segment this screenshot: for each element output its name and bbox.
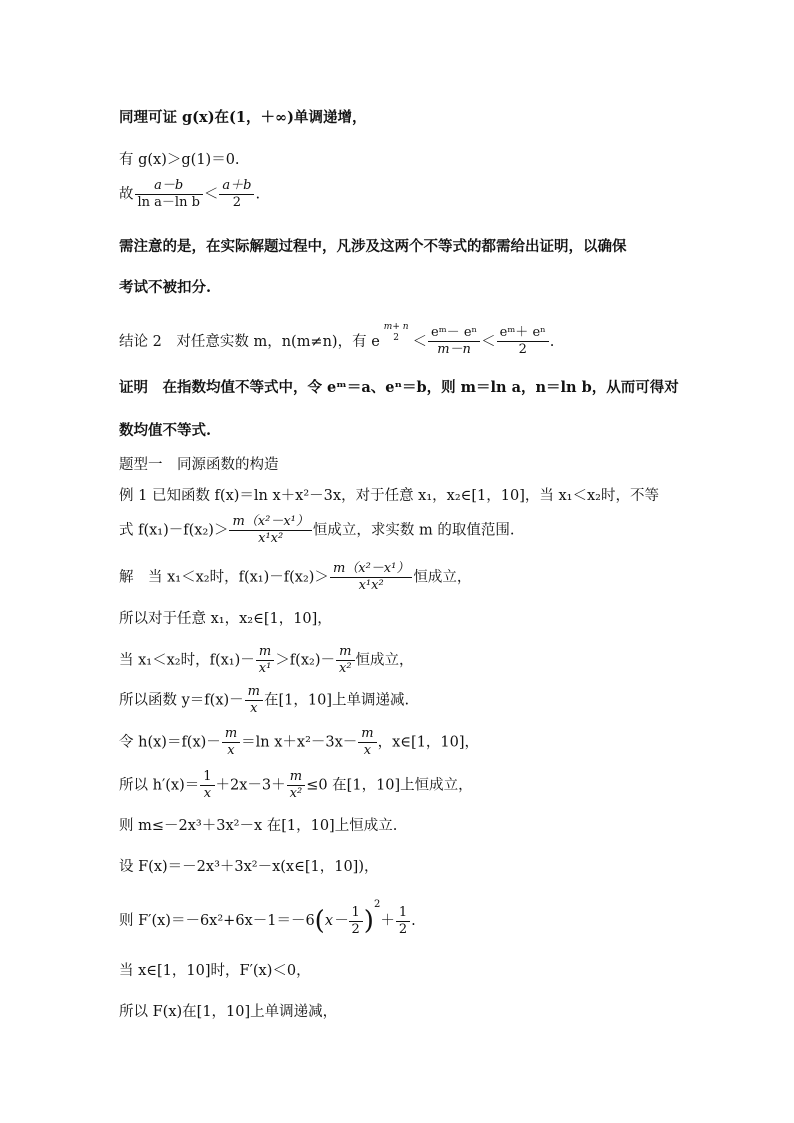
l14-mid: ＞f(x₂)－ bbox=[275, 652, 335, 669]
fraction-9-num: m bbox=[247, 684, 260, 699]
formula-line-3 bbox=[119, 178, 260, 211]
fraction-1 bbox=[135, 178, 203, 211]
fraction-8-num: m bbox=[339, 644, 352, 659]
formula-line-15 bbox=[119, 684, 409, 717]
l16-post: ，x∈[1，10]， bbox=[377, 734, 480, 751]
l11-pre: 式 f(x₁)－f(x₂)＞ bbox=[119, 522, 229, 539]
l3-lt: ＜ bbox=[203, 186, 219, 203]
text-line-7: 证明 在指数均值不等式中，令 eᵐ＝a、eⁿ＝b，则 m＝ln a，n＝ln b，从而可得对 bbox=[119, 379, 679, 396]
fraction-15-den: 2 bbox=[396, 921, 410, 938]
l12-pre: 解 当 x₁＜x₂时，f(x₁)－f(x₂)＞ bbox=[119, 569, 329, 586]
text-line-19: 设 F(x)＝－2x³＋3x²－x(x∈[1，10])， bbox=[119, 859, 379, 875]
section-heading: 题型一 同源函数的构造 bbox=[119, 457, 279, 473]
l17-post: ≤0 在[1，10]上恒成立， bbox=[306, 777, 473, 794]
fraction-10-den: x bbox=[222, 742, 240, 759]
l20-inner: x－ bbox=[324, 913, 348, 929]
fraction-4-den: 2 bbox=[497, 341, 549, 358]
fraction-2 bbox=[219, 178, 254, 211]
fraction-15-num: 1 bbox=[398, 904, 408, 920]
fraction-11 bbox=[358, 726, 376, 759]
l14-post: 恒成立， bbox=[355, 652, 414, 669]
fraction-13 bbox=[287, 769, 306, 802]
exponent-num: m+ n bbox=[383, 322, 409, 332]
formula-line-6 bbox=[119, 322, 554, 358]
fraction-13-num: m bbox=[289, 769, 303, 784]
formula-line-11 bbox=[119, 514, 514, 547]
fraction-3 bbox=[428, 325, 480, 358]
fraction-11-den: x bbox=[358, 742, 376, 759]
formula-line-17 bbox=[119, 769, 473, 802]
fraction-8 bbox=[336, 644, 355, 677]
fraction-1-num: a－b bbox=[154, 178, 184, 193]
fraction-15 bbox=[396, 905, 410, 938]
fraction-6-num: m（x²－x¹） bbox=[332, 561, 410, 576]
fraction-3-den: m－n bbox=[428, 341, 480, 358]
fraction-10 bbox=[222, 726, 240, 759]
fraction-2-den: 2 bbox=[219, 194, 254, 211]
text-line-8: 数均值不等式. bbox=[119, 422, 212, 439]
fraction-14 bbox=[349, 905, 363, 938]
fraction-5-num: m（x²－x¹） bbox=[232, 514, 309, 529]
fraction-14-num: 1 bbox=[351, 904, 360, 920]
fraction-1-den: ln a－ln b bbox=[135, 194, 203, 211]
l14-pre: 当 x₁＜x₂时，f(x₁)－ bbox=[119, 652, 255, 669]
text-line-18: 则 m≤－2x³＋3x²－x 在[1，10]上恒成立. bbox=[119, 818, 398, 834]
fraction-7-den: x¹ bbox=[256, 660, 275, 677]
fraction-12-num: 1 bbox=[203, 769, 212, 784]
fraction-4 bbox=[497, 325, 549, 358]
fraction-10-num: m bbox=[224, 726, 238, 741]
fraction-9 bbox=[245, 684, 263, 717]
l16-pre: 令 h(x)＝f(x)－ bbox=[119, 734, 221, 751]
l6-pre: 结论 2 对任意实数 m，n(m≠n)，有 e bbox=[119, 333, 380, 350]
text-line-5: 考试不被扣分. bbox=[119, 279, 212, 296]
l20-plus: ＋ bbox=[380, 913, 395, 929]
l12-post: 恒成立， bbox=[413, 569, 472, 586]
l6-lt1: ＜ bbox=[412, 333, 428, 350]
l6-lt2: ＜ bbox=[481, 333, 496, 350]
fraction-12 bbox=[200, 769, 214, 802]
fraction-7-num: m bbox=[258, 644, 272, 659]
l3-pre: 故 bbox=[119, 186, 134, 203]
text-line-4: 需注意的是，在实际解题过程中，凡涉及这两个不等式的都需给出证明，以确保 bbox=[119, 238, 627, 255]
formula-line-16 bbox=[119, 726, 479, 759]
exponent-fraction bbox=[381, 322, 412, 344]
fraction-2-num: a＋b bbox=[222, 178, 252, 193]
fraction-6 bbox=[330, 561, 412, 594]
fraction-13-den: x² bbox=[287, 785, 306, 802]
fraction-3-num: eᵐ－ eⁿ bbox=[431, 325, 478, 341]
exponent-den: 2 bbox=[393, 333, 400, 343]
l20-post: . bbox=[411, 913, 416, 929]
square-exponent: 2 bbox=[373, 899, 381, 910]
l17-pre: 所以 h′(x)＝ bbox=[119, 777, 200, 794]
fraction-11-num: m bbox=[361, 726, 374, 741]
text-line-2: 有 g(x)＞g(1)＝0. bbox=[119, 152, 240, 168]
text-line-13: 所以对于任意 x₁，x₂∈[1，10]， bbox=[119, 611, 332, 627]
fraction-5 bbox=[229, 514, 311, 547]
l20-pre: 则 F′(x)＝－6x²+6x－1＝－6 bbox=[119, 913, 315, 929]
formula-line-14 bbox=[119, 644, 414, 677]
l16-mid: ＝ln x＋x²－3x－ bbox=[241, 734, 358, 751]
l15-pre: 所以函数 y＝f(x)－ bbox=[119, 692, 244, 709]
l11-post: 恒成立，求实数 m 的取值范围. bbox=[312, 522, 515, 539]
text-line-22: 所以 F(x)在[1，10]上单调递减， bbox=[119, 1004, 338, 1020]
right-paren: ) bbox=[363, 906, 374, 936]
text-line-10: 例 1 已知函数 f(x)＝ln x＋x²－3x，对于任意 x₁，x₂∈[1，10]，当 x₁＜x₂时，不等 bbox=[119, 488, 659, 504]
fraction-7 bbox=[256, 644, 275, 677]
fraction-12-den: x bbox=[200, 785, 214, 802]
fraction-5-den: x¹x² bbox=[229, 530, 311, 547]
formula-line-20 bbox=[119, 895, 416, 938]
formula-line-12 bbox=[119, 561, 471, 594]
fraction-9-den: x bbox=[245, 700, 263, 717]
l17-mid: ＋2x－3＋ bbox=[215, 777, 286, 794]
text-line-21: 当 x∈[1，10]时，F′(x)＜0， bbox=[119, 963, 311, 979]
left-paren: ( bbox=[314, 906, 325, 936]
fraction-4-num: eᵐ＋ eⁿ bbox=[499, 325, 546, 341]
l6-post: . bbox=[549, 333, 555, 350]
fraction-14-den: 2 bbox=[349, 921, 363, 938]
text-line-1: 同理可证 g(x)在(1，＋∞)单调递增， bbox=[119, 109, 367, 126]
fraction-6-den: x¹x² bbox=[330, 577, 412, 594]
l3-post: . bbox=[255, 186, 261, 203]
l15-post: 在[1，10]上单调递减. bbox=[264, 692, 410, 709]
fraction-8-den: x² bbox=[336, 660, 355, 677]
